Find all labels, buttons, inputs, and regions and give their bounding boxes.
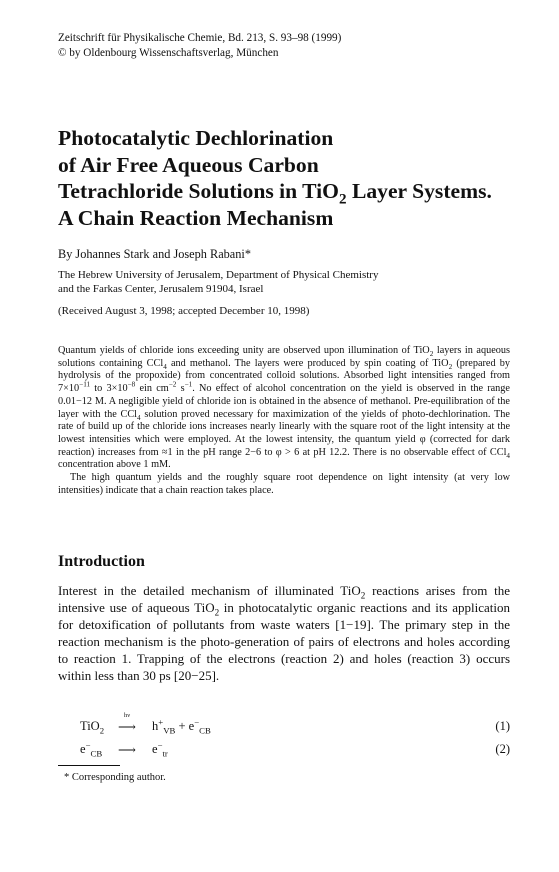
subscript: 2	[99, 725, 105, 736]
superscript: −	[157, 739, 163, 750]
superscript: −1	[184, 380, 193, 389]
subscript: 2	[448, 362, 453, 371]
abstract-text: concentration above 1 mM.	[58, 459, 171, 471]
subscript: 4	[163, 362, 167, 371]
equation-rhs	[152, 716, 211, 736]
abstract-text: solution proved necessary for maximization of the yields of photo-dechlorination. The rate of build up of the chloride ions increases nearly linearly with the square root of the light intensity at the lowest intensities which were employed. At the lowest intensity, the quantum yield φ (corrected for dark reaction) increases from ≈1 in the pH range 2−6 to φ > 6 at pH 12.2. There is no observable effect of CCl	[58, 408, 510, 458]
author-line: By Johannes Stark and Joseph Rabani*	[58, 247, 251, 261]
abstract-text: . No effect of alcohol concentration on the yield is observed in the range 0.01−12 M. A negligible yield of chloride ion is obtained in the absence of methanol. Pre-equilibration of the layer with the CCl	[58, 383, 510, 420]
equation-number: (1)	[495, 719, 510, 733]
abstract	[58, 345, 510, 497]
superscript: +	[158, 716, 164, 727]
abstract-text: layers in aqueous solutions containing CCl	[58, 345, 510, 369]
subscript: 4	[506, 451, 510, 460]
subscript: 2	[214, 607, 220, 618]
footnote: * Corresponding author.	[64, 772, 166, 783]
introduction-paragraph	[58, 582, 510, 684]
section-heading-introduction: Introduction	[58, 553, 145, 570]
paper-title	[58, 125, 528, 231]
abstract-text: ein cm	[135, 383, 169, 395]
subscript: CB	[199, 725, 211, 736]
subscript: 4	[137, 413, 141, 422]
plus-sign: +	[175, 719, 189, 733]
title-line-2: of Air Free Aqueous Carbon	[58, 152, 319, 177]
subscript: 2	[360, 590, 366, 601]
subscript: VB	[163, 725, 176, 736]
footnote-rule	[58, 765, 120, 766]
subscript: CB	[90, 748, 103, 759]
subscript: tr	[162, 748, 168, 759]
eq-symbol: e	[188, 719, 195, 733]
abstract-paragraph-1	[58, 345, 510, 472]
superscript: −8	[127, 380, 136, 389]
equation-lhs	[80, 739, 103, 759]
received-dates: (Received August 3, 1998; accepted December 10, 1998)	[58, 305, 310, 317]
abstract-text: (prepared by hydrolysis of the propoxide) from concentrated colloid solutions. Absorbed light intensities ranged from 7×10	[58, 357, 511, 395]
superscript: −	[85, 739, 91, 750]
title-line-3-part-b: Layer Systems.	[346, 179, 492, 204]
title-subscript: 2	[338, 191, 347, 208]
abstract-text: and methanol. The layers were produced by spin coating of TiO	[166, 357, 449, 369]
equation-2	[80, 739, 510, 760]
superscript: −2	[168, 380, 177, 389]
eq-symbol: e	[80, 742, 86, 756]
equation-rhs	[152, 739, 168, 759]
subscript: 2	[429, 350, 434, 359]
eq-symbol: h	[152, 719, 159, 733]
superscript: −11	[79, 380, 91, 389]
equation-number: (2)	[495, 742, 510, 756]
abstract-text: Quantum yields of chloride ions exceeding unity are observed upon illumination of TiO	[58, 345, 430, 356]
title-line-3	[58, 179, 492, 208]
journal-citation	[58, 31, 341, 61]
equation-1	[80, 712, 510, 737]
affiliation-line-2: and the Farkas Center, Jerusalem 91904, Israel	[58, 283, 264, 295]
affiliation-line-1: The Hebrew University of Jerusalem, Department of Physical Chemistry	[58, 269, 379, 281]
title-line-3-part-a: Tetrachloride Solutions in TiO	[58, 179, 339, 204]
intro-text: reactions arises from the intensive use of aqueous TiO	[58, 583, 510, 615]
journal-line-1: Zeitschrift für Physikalische Chemie, Bd. 213, S. 93–98 (1999)	[58, 32, 342, 44]
eq-symbol: TiO	[80, 719, 100, 733]
intro-text: Interest in the detailed mechanism of illuminated TiO	[58, 583, 361, 598]
abstract-text: s	[176, 383, 185, 395]
abstract-text: to 3×10	[90, 383, 128, 395]
title-line-1: Photocatalytic Dechlorination	[58, 126, 334, 150]
reaction-arrow: ⟶	[118, 743, 136, 757]
hv-label: hν	[124, 712, 131, 719]
intro-text: in photocatalytic organic reactions and its application for detoxification of pollutants from waste waters [1−19]. The primary step in the reaction mechanism is the photo-generation of pairs of electrons and holes according to reaction 1. Trapping of the electrons (reaction 2) and holes (reaction 3) occurs within less than 30 ps [20−25].	[58, 600, 510, 683]
superscript: −	[194, 716, 200, 727]
equation-lhs	[80, 719, 104, 734]
affiliation	[58, 268, 378, 296]
reaction-arrow: ⟶	[118, 720, 136, 734]
abstract-paragraph-2: The high quantum yields and the roughly square root dependence on light intensity (at very low intensities) indicate that a chain reaction takes place.	[58, 472, 510, 496]
eq-symbol: e	[152, 742, 158, 756]
journal-line-2: © by Oldenbourg Wissenschaftsverlag, München	[58, 47, 279, 59]
title-line-4: A Chain Reaction Mechanism	[58, 205, 334, 230]
